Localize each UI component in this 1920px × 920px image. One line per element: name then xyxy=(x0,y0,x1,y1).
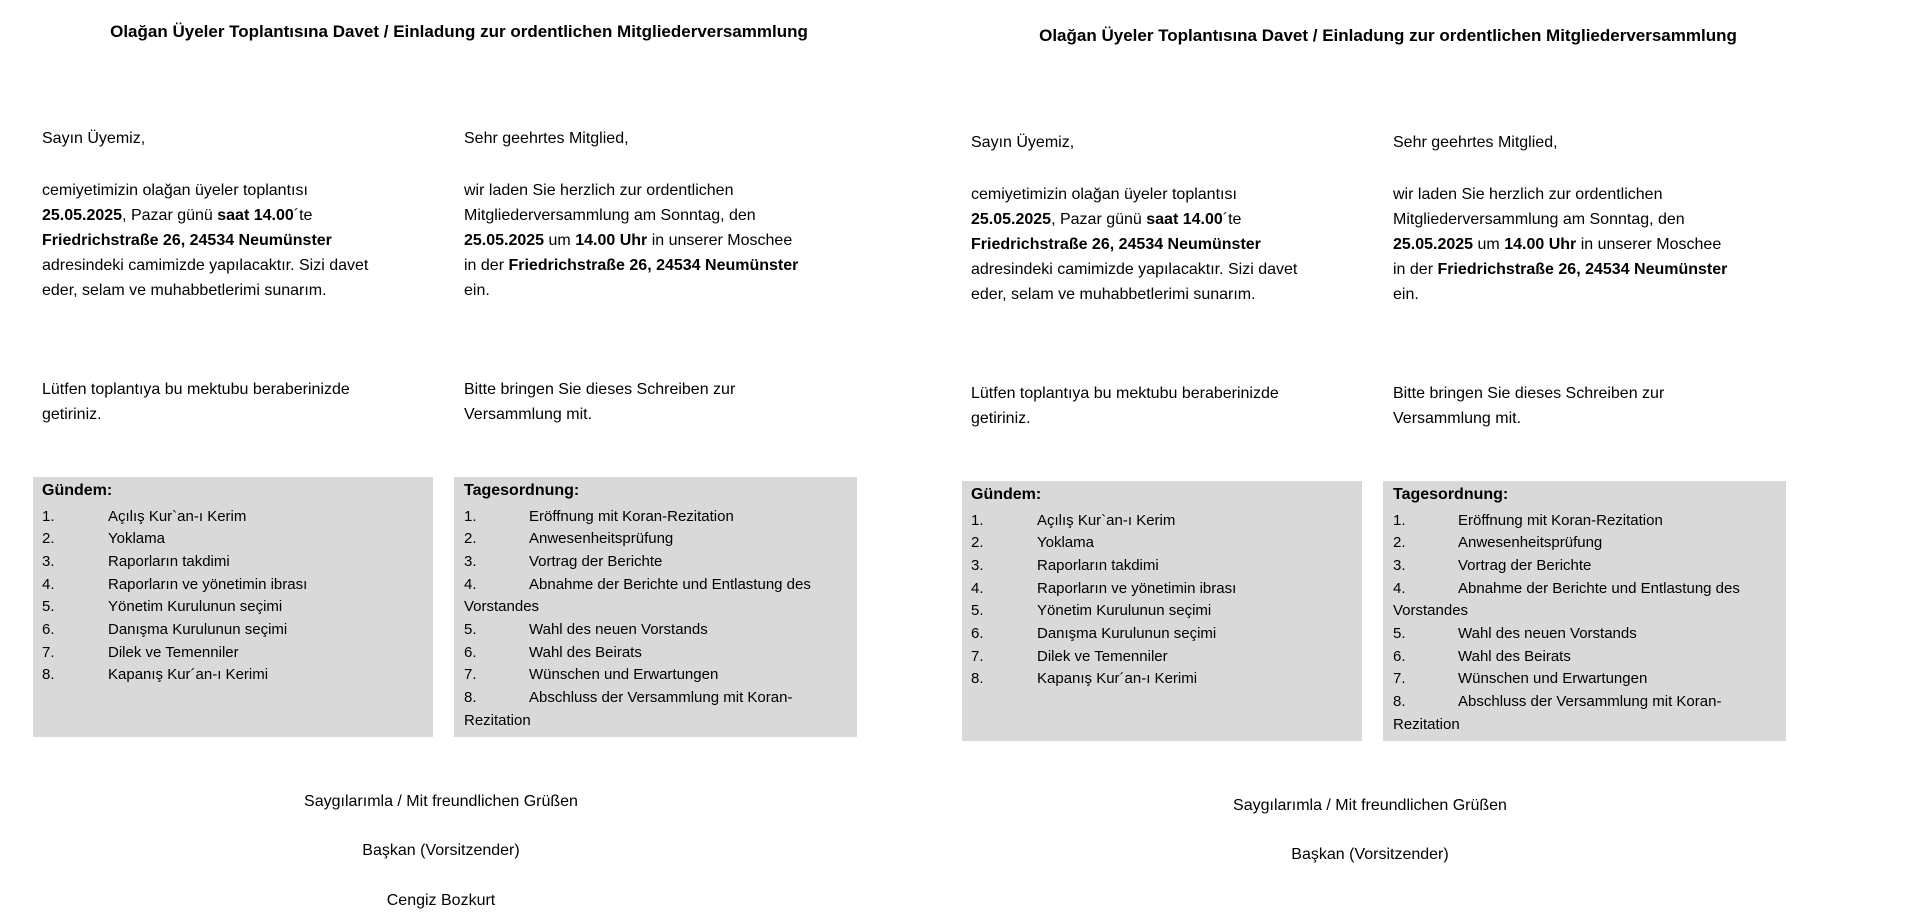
invitation-paragraph-tr xyxy=(971,182,1297,307)
agenda-item-line xyxy=(1393,555,1786,578)
text-line: Lütfen toplantıya bu mektubu beraberinizde xyxy=(42,381,350,398)
agenda-item-text: Wünschen und Erwartungen xyxy=(1458,670,1648,688)
text-line xyxy=(42,178,368,203)
agenda-item-text: Wahl des neuen Vorstands xyxy=(1458,625,1637,643)
text-line xyxy=(971,282,1297,307)
agenda-item-line xyxy=(1393,714,1786,737)
agenda-item-text: Abnahme der Berichte und Entlastung des xyxy=(529,575,811,593)
text-line: Versammlung mit. xyxy=(1393,410,1522,427)
text-run: ein. xyxy=(1393,286,1419,303)
text-line xyxy=(1393,182,1727,207)
invitation-paragraph-de xyxy=(1393,182,1727,307)
agenda-item xyxy=(464,619,857,642)
agenda-item xyxy=(42,619,433,642)
agenda-item-text: Raporların takdimi xyxy=(108,552,230,570)
agenda-item-line xyxy=(42,551,433,574)
agenda-item xyxy=(464,687,857,732)
bold-text: 25.05.2025 xyxy=(971,211,1052,228)
bold-text: saat 14.00 xyxy=(1146,211,1223,228)
agenda-item xyxy=(971,578,1362,601)
agenda-item-text: Vortrag der Berichte xyxy=(1458,556,1592,574)
agenda-item-number: 3. xyxy=(971,556,984,574)
text-line: Versammlung mit. xyxy=(464,406,593,423)
agenda-item-number: 1. xyxy=(464,507,477,525)
agenda-item-number: 8. xyxy=(42,666,55,684)
agenda-item-number: 4. xyxy=(464,575,477,593)
agenda-item-line xyxy=(971,555,1362,578)
agenda-item-line xyxy=(971,646,1362,669)
agenda-item-text: Yoklama xyxy=(108,530,165,548)
agenda-item-line xyxy=(971,600,1362,623)
text-run: Mitgliederversammlung am Sonntag, den xyxy=(1393,211,1685,228)
text-run: in der xyxy=(1393,261,1438,278)
agenda-item-number: 8. xyxy=(971,670,984,688)
bring-letter-note-de xyxy=(464,377,735,427)
agenda-item-text: Açılış Kur`an-ı Kerim xyxy=(108,507,247,525)
agenda-item-line xyxy=(971,532,1362,555)
text-run: , Pazar günü xyxy=(122,207,218,224)
agenda-item-line xyxy=(1393,646,1786,669)
agenda-item-text: Rezitation xyxy=(464,711,531,729)
agenda-item-text: Danışma Kurulunun seçimi xyxy=(1037,625,1217,643)
closing-salutation: Saygılarımla / Mit freundlichen Grüßen xyxy=(304,793,578,810)
agenda-item xyxy=(464,642,857,665)
agenda-item xyxy=(1393,578,1786,623)
agenda-item-number: 7. xyxy=(42,643,55,661)
agenda-item-line xyxy=(464,642,857,665)
text-run: um xyxy=(544,232,576,249)
greeting-tr: Sayın Üyemiz, xyxy=(42,130,146,147)
agenda-item xyxy=(971,668,1362,691)
text-run: in unserer Moschee xyxy=(647,232,793,249)
agenda-item xyxy=(464,664,857,687)
agenda-item-text: Vorstandes xyxy=(464,598,540,616)
agenda-item-number: 2. xyxy=(464,530,477,548)
agenda-item xyxy=(42,642,433,665)
agenda-item-number: 4. xyxy=(971,579,984,597)
text-run: ´te xyxy=(293,207,313,224)
agenda-box-de xyxy=(454,477,857,737)
invitation-paragraph-de xyxy=(464,178,798,303)
agenda-item-text: Rezitation xyxy=(1393,715,1460,733)
agenda-item-text: Wünschen und Erwartungen xyxy=(529,666,719,684)
agenda-item-text: Wahl des Beirats xyxy=(1458,647,1571,665)
agenda-item-line xyxy=(464,574,857,597)
agenda-item xyxy=(42,506,433,529)
agenda-item-line xyxy=(464,710,857,733)
agenda-item-number: 5. xyxy=(971,602,984,620)
agenda-item xyxy=(971,532,1362,555)
text-run: eder, selam ve muhabbetlerimi sunarım. xyxy=(42,282,327,299)
agenda-item-number: 3. xyxy=(464,552,477,570)
agenda-item-text: Anwesenheitsprüfung xyxy=(1458,534,1603,552)
invitation-letter-right xyxy=(929,4,1829,920)
invitation-paragraph-tr xyxy=(42,178,368,303)
agenda-item xyxy=(42,596,433,619)
agenda-item-number: 7. xyxy=(1393,670,1406,688)
agenda-item-number: 6. xyxy=(464,643,477,661)
agenda-item xyxy=(42,574,433,597)
agenda-item-line xyxy=(1393,691,1786,714)
agenda-item-line xyxy=(42,506,433,529)
agenda-item-text: Abschluss der Versammlung mit Koran- xyxy=(529,689,793,707)
agenda-item-number: 4. xyxy=(42,575,55,593)
agenda-item xyxy=(971,623,1362,646)
bold-text: 14.00 Uhr xyxy=(1504,236,1577,253)
bring-letter-note-tr xyxy=(42,377,350,427)
text-line xyxy=(971,182,1297,207)
text-run: in der xyxy=(464,257,509,274)
text-line xyxy=(464,253,798,278)
signatory-role: Başkan (Vorsitzender) xyxy=(362,842,520,859)
agenda-item xyxy=(1393,668,1786,691)
agenda-item-number: 7. xyxy=(971,647,984,665)
agenda-item xyxy=(1393,646,1786,669)
text-run: um xyxy=(1473,236,1505,253)
agenda-item-text: Dilek ve Temenniler xyxy=(108,643,239,661)
agenda-item-number: 5. xyxy=(1393,625,1406,643)
agenda-item xyxy=(1393,532,1786,555)
agenda-item-line xyxy=(464,664,857,687)
greeting-de: Sehr geehrtes Mitglied, xyxy=(464,130,629,147)
agenda-item-text: Anwesenheitsprüfung xyxy=(529,530,674,548)
agenda-heading: Tagesordnung: xyxy=(1393,486,1509,503)
agenda-item xyxy=(1393,510,1786,533)
agenda-item xyxy=(464,528,857,551)
bring-letter-note-tr xyxy=(971,381,1279,431)
agenda-item-line xyxy=(42,528,433,551)
agenda-item-text: Vortrag der Berichte xyxy=(529,552,663,570)
text-run: adresindeki camimizde yapılacaktır. Sizi davet xyxy=(971,261,1298,278)
agenda-item-text: Wahl des Beirats xyxy=(529,643,642,661)
agenda-item-line xyxy=(464,596,857,619)
bold-text: Friedrichstraße 26, 24534 Neumünster xyxy=(971,236,1261,253)
agenda-item-number: 4. xyxy=(1393,579,1406,597)
agenda-item-number: 2. xyxy=(971,534,984,552)
bold-text: Friedrichstraße 26, 24534 Neumünster xyxy=(508,257,799,274)
agenda-item xyxy=(464,506,857,529)
agenda-item xyxy=(464,574,857,619)
agenda-item xyxy=(1393,623,1786,646)
agenda-item-text: Raporların takdimi xyxy=(1037,556,1159,574)
agenda-item-text: Kapanış Kur´an-ı Kerimi xyxy=(108,666,269,684)
agenda-box-tr xyxy=(33,477,433,737)
agenda-heading: Tagesordnung: xyxy=(464,482,580,499)
agenda-item-number: 1. xyxy=(1393,511,1406,529)
agenda-item-number: 2. xyxy=(1393,534,1406,552)
bold-text: Friedrichstraße 26, 24534 Neumünster xyxy=(42,232,332,249)
agenda-item-text: Raporların ve yönetimin ibrası xyxy=(108,575,308,593)
agenda-box-de xyxy=(1383,481,1786,741)
agenda-item-number: 1. xyxy=(42,507,55,525)
agenda-item xyxy=(971,555,1362,578)
text-run: adresindeki camimizde yapılacaktır. Sizi davet xyxy=(42,257,369,274)
agenda-item xyxy=(971,600,1362,623)
text-line: Lütfen toplantıya bu mektubu beraberinizde xyxy=(971,385,1279,402)
agenda-item-number: 6. xyxy=(1393,647,1406,665)
agenda-item-line xyxy=(1393,532,1786,555)
bring-letter-note-de xyxy=(1393,381,1664,431)
agenda-item-number: 8. xyxy=(464,689,477,707)
text-run: ´te xyxy=(1222,211,1242,228)
agenda-item-line xyxy=(1393,600,1786,623)
agenda-heading: Gündem: xyxy=(42,482,113,499)
text-line: Bitte bringen Sie dieses Schreiben zur xyxy=(1393,385,1665,402)
agenda-item-text: Danışma Kurulunun seçimi xyxy=(108,621,288,639)
text-line xyxy=(464,278,798,303)
agenda-item xyxy=(42,528,433,551)
text-run: cemiyetimizin olağan üyeler toplantısı xyxy=(971,186,1237,203)
agenda-heading: Gündem: xyxy=(971,486,1042,503)
agenda-item-number: 5. xyxy=(42,598,55,616)
agenda-item-text: Abnahme der Berichte und Entlastung des xyxy=(1458,579,1740,597)
agenda-item xyxy=(1393,691,1786,736)
agenda-item-line xyxy=(971,623,1362,646)
text-run: cemiyetimizin olağan üyeler toplantısı xyxy=(42,182,308,199)
signatory-name: Cengiz Bozkurt xyxy=(386,892,496,909)
text-line xyxy=(1393,282,1727,307)
bold-text: 25.05.2025 xyxy=(464,232,545,249)
text-run: in unserer Moschee xyxy=(1576,236,1722,253)
agenda-item-number: 5. xyxy=(464,621,477,639)
greeting-de: Sehr geehrtes Mitglied, xyxy=(1393,134,1558,151)
agenda-item-line xyxy=(464,551,857,574)
agenda-item-text: Yönetim Kurulunun seçimi xyxy=(1037,602,1212,620)
agenda-item-text: Yoklama xyxy=(1037,534,1094,552)
signatory-role: Başkan (Vorsitzender) xyxy=(1291,846,1449,863)
agenda-item-line xyxy=(1393,510,1786,533)
text-run: wir laden Sie herzlich zur ordentlichen xyxy=(1393,186,1663,203)
agenda-item-line xyxy=(1393,668,1786,691)
text-run: ein. xyxy=(464,282,490,299)
agenda-item-line xyxy=(971,510,1362,533)
agenda-item-line xyxy=(42,642,433,665)
agenda-item-line xyxy=(464,506,857,529)
text-line: getiriniz. xyxy=(42,406,102,423)
text-line xyxy=(1393,207,1727,232)
text-run: eder, selam ve muhabbetlerimi sunarım. xyxy=(971,286,1256,303)
text-line xyxy=(42,278,368,303)
text-line xyxy=(464,203,798,228)
agenda-item-line xyxy=(42,664,433,687)
invitation-letter-left xyxy=(0,0,900,920)
agenda-item-line xyxy=(42,574,433,597)
text-line xyxy=(464,228,798,253)
agenda-item-number: 6. xyxy=(42,621,55,639)
agenda-item-line xyxy=(464,619,857,642)
agenda-item xyxy=(42,551,433,574)
agenda-item xyxy=(42,664,433,687)
agenda-item-text: Açılış Kur`an-ı Kerim xyxy=(1037,511,1176,529)
agenda-item-text: Dilek ve Temenniler xyxy=(1037,647,1168,665)
text-line xyxy=(1393,232,1727,257)
agenda-item-number: 1. xyxy=(971,511,984,529)
agenda-item-text: Yönetim Kurulunun seçimi xyxy=(108,598,283,616)
text-line xyxy=(464,178,798,203)
agenda-item-line xyxy=(1393,623,1786,646)
agenda-item-line xyxy=(971,668,1362,691)
text-line xyxy=(42,203,368,228)
agenda-item xyxy=(971,510,1362,533)
agenda-item xyxy=(1393,555,1786,578)
text-line: Bitte bringen Sie dieses Schreiben zur xyxy=(464,381,736,398)
bold-text: 14.00 Uhr xyxy=(575,232,648,249)
text-line: getiriniz. xyxy=(971,410,1031,427)
agenda-item-text: Vorstandes xyxy=(1393,602,1469,620)
text-line xyxy=(971,257,1297,282)
letter-title: Olağan Üyeler Toplantısına Davet / Einladung zur ordentlichen Mitgliederversammlung xyxy=(1039,26,1737,45)
text-line xyxy=(971,207,1297,232)
agenda-item-text: Raporların ve yönetimin ibrası xyxy=(1037,579,1237,597)
agenda-item-number: 2. xyxy=(42,530,55,548)
agenda-item xyxy=(464,551,857,574)
agenda-item-text: Abschluss der Versammlung mit Koran- xyxy=(1458,693,1722,711)
agenda-item-text: Wahl des neuen Vorstands xyxy=(529,621,708,639)
bold-text: 25.05.2025 xyxy=(42,207,123,224)
agenda-item-number: 7. xyxy=(464,666,477,684)
agenda-item-number: 6. xyxy=(971,625,984,643)
text-run: wir laden Sie herzlich zur ordentlichen xyxy=(464,182,734,199)
agenda-item-number: 3. xyxy=(42,552,55,570)
bold-text: Friedrichstraße 26, 24534 Neumünster xyxy=(1437,261,1728,278)
agenda-item-line xyxy=(464,528,857,551)
text-line xyxy=(42,253,368,278)
agenda-item-line xyxy=(464,687,857,710)
bold-text: saat 14.00 xyxy=(217,207,294,224)
bold-text: 25.05.2025 xyxy=(1393,236,1474,253)
agenda-item xyxy=(971,646,1362,669)
text-line xyxy=(42,228,368,253)
text-line xyxy=(1393,257,1727,282)
text-run: , Pazar günü xyxy=(1051,211,1147,228)
text-run: Mitgliederversammlung am Sonntag, den xyxy=(464,207,756,224)
agenda-item-number: 8. xyxy=(1393,693,1406,711)
agenda-item-line xyxy=(42,619,433,642)
letter-title: Olağan Üyeler Toplantısına Davet / Einladung zur ordentlichen Mitgliederversammlung xyxy=(110,22,808,41)
greeting-tr: Sayın Üyemiz, xyxy=(971,134,1075,151)
agenda-item-number: 3. xyxy=(1393,556,1406,574)
agenda-box-tr xyxy=(962,481,1362,741)
agenda-item-line xyxy=(971,578,1362,601)
agenda-item-text: Eröffnung mit Koran-Rezitation xyxy=(1458,511,1663,529)
agenda-item-line xyxy=(42,596,433,619)
agenda-item-line xyxy=(1393,578,1786,601)
agenda-item-text: Eröffnung mit Koran-Rezitation xyxy=(529,507,734,525)
agenda-item-text: Kapanış Kur´an-ı Kerimi xyxy=(1037,670,1198,688)
closing-salutation: Saygılarımla / Mit freundlichen Grüßen xyxy=(1233,797,1507,814)
text-line xyxy=(971,232,1297,257)
